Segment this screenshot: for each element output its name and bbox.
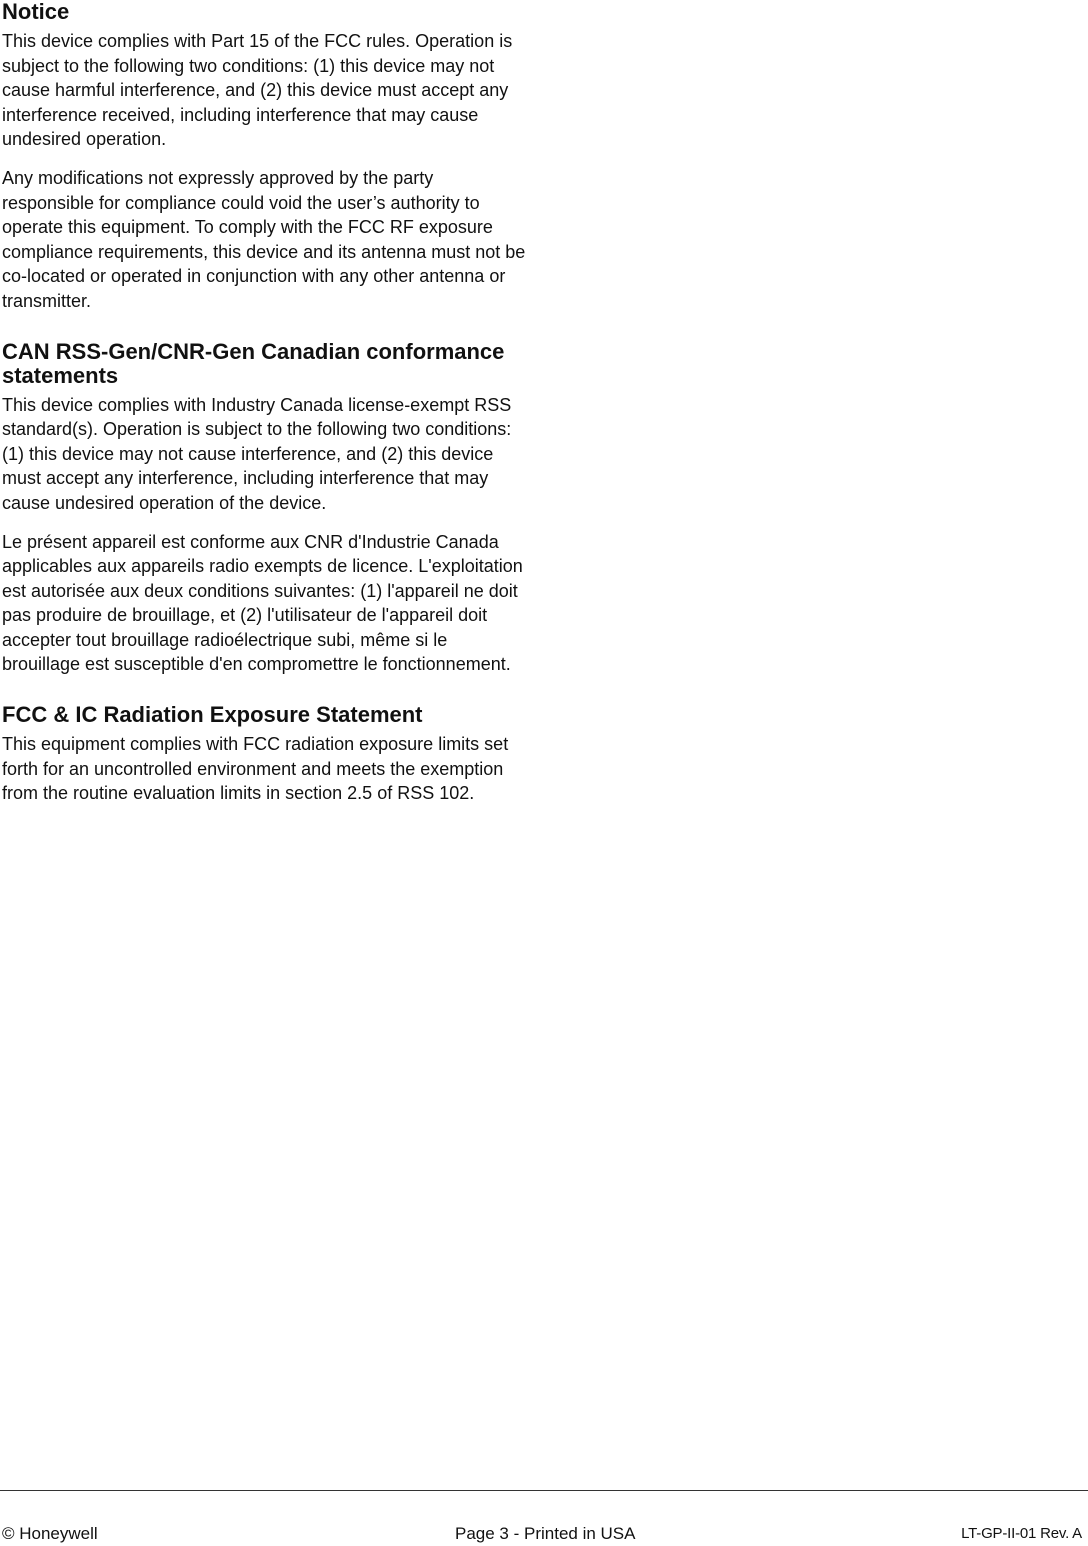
canada-heading: CAN RSS-Gen/CNR-Gen Canadian conformance statements — [2, 338, 505, 388]
footer-divider — [0, 1490, 1088, 1491]
main-column — [2, 0, 526, 806]
footer-copyright: © Honeywell — [2, 1524, 98, 1543]
footer-page-info: Page 3 - Printed in USA — [455, 1524, 636, 1543]
notice-paragraph-1: This device complies with Part 15 of the FCC rules. Operation is subject to the following two conditions: (1) this device may not cause harmful interference, and (2) this device must accept any interference received, including interference that may cause undesired operation. — [2, 31, 513, 150]
notice-paragraph-2: Any modifications not expressly approved by the party responsible for compliance could void the user’s authority to operate this equipment. To comply with the FCC RF exposure compliance requirements, this device and its antenna must not be co-located or operated in conjunction with any other antenna or transmitter. — [2, 167, 526, 311]
canada-paragraph-english: This device complies with Industry Canada license-exempt RSS standard(s). Operation is subject to the following two conditions: (1) this device may not cause interference, and (2) this device must accept any interference, including interference that may cause undesired operation of the device. — [2, 394, 512, 513]
canada-paragraph-french: Le présent appareil est conforme aux CNR d'Industrie Canada applicables aux appareils radio exempts de licence. L'exploitation est autorisée aux deux conditions suivantes: (1) l'appareil ne doit pas produire de brouillage, et (2) l'utilisateur de l'appareil doit accepter tout brouillage radioélectrique subi, même si le brouillage est susceptible d'en compromettre le fonctionnement. — [2, 531, 523, 675]
footer-document-id: LT-GP-II-01 Rev. A — [961, 1525, 1082, 1542]
notice-heading: Notice — [2, 0, 70, 24]
page-footer — [0, 1524, 1088, 1546]
radiation-paragraph: This equipment complies with FCC radiation exposure limits set forth for an uncontrolled environment and meets the exemption from the routine evaluation limits in section 2.5 of RSS 102. — [2, 734, 509, 804]
radiation-heading: FCC & IC Radiation Exposure Statement — [2, 702, 423, 728]
